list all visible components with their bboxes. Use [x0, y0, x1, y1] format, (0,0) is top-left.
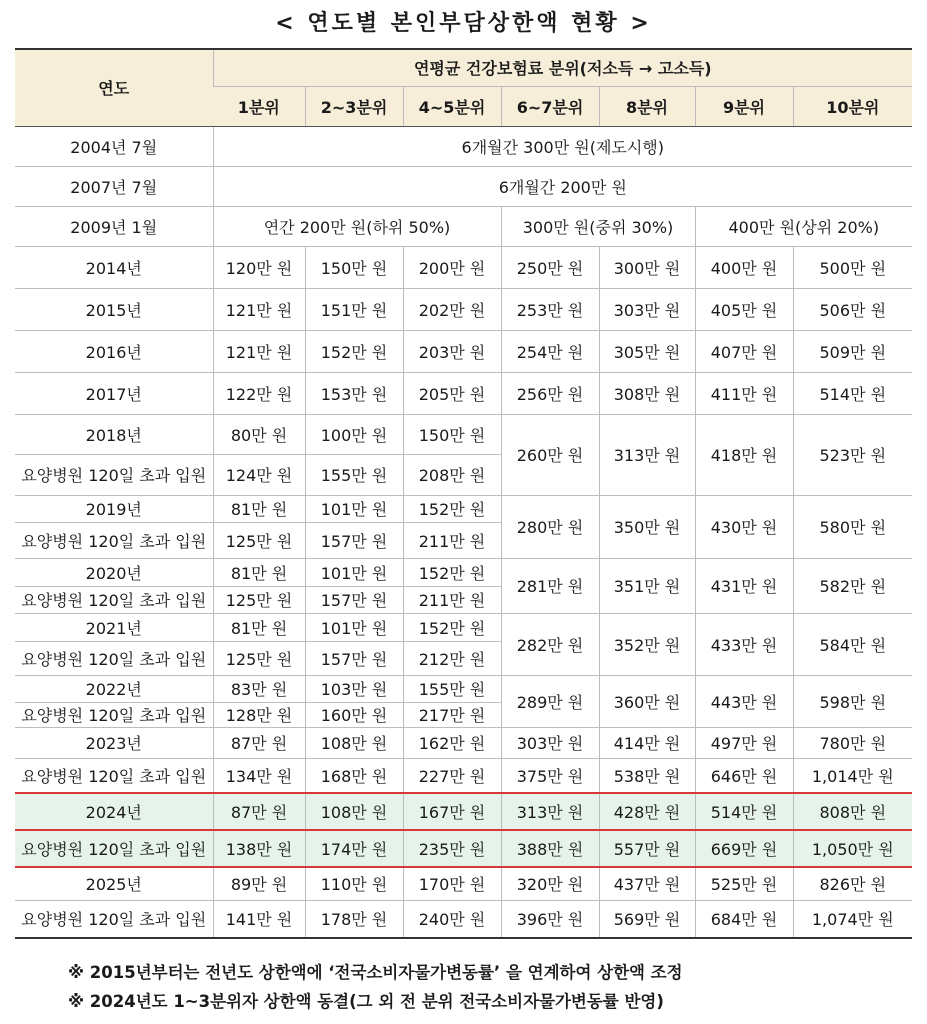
sub-label-cell: 요양병원 120일 초과 입원: [15, 900, 213, 938]
bracket-header: 4~5분위: [403, 86, 501, 126]
value-cell: 217만 원: [403, 702, 501, 727]
table-row: [15, 495, 912, 522]
value-cell: 134만 원: [213, 758, 305, 793]
year-cell: 2023년: [15, 727, 213, 758]
value-cell: 254만 원: [501, 330, 599, 372]
value-cell: 152만 원: [403, 495, 501, 522]
value-cell: 437만 원: [599, 867, 695, 900]
value-cell: 305만 원: [599, 330, 695, 372]
value-cell: 170만 원: [403, 867, 501, 900]
value-cell: 120만 원: [213, 246, 305, 288]
value-cell: 253만 원: [501, 288, 599, 330]
value-cell: 168만 원: [305, 758, 403, 793]
ceiling-table: [15, 48, 912, 939]
value-cell: 523만 원: [793, 414, 912, 495]
value-cell: 669만 원: [695, 830, 793, 867]
table-row: [15, 126, 912, 166]
table-row: [15, 727, 912, 758]
value-cell: 150만 원: [403, 414, 501, 454]
value-cell: 151만 원: [305, 288, 403, 330]
value-cell: 557만 원: [599, 830, 695, 867]
value-cell: 780만 원: [793, 727, 912, 758]
bracket-header: 9분위: [695, 86, 793, 126]
value-cell: 211만 원: [403, 522, 501, 558]
value-cell: 103만 원: [305, 675, 403, 702]
table-row: [15, 900, 912, 938]
year-cell: 2016년: [15, 330, 213, 372]
value-cell: 227만 원: [403, 758, 501, 793]
value-cell: 411만 원: [695, 372, 793, 414]
value-cell: 407만 원: [695, 330, 793, 372]
value-cell: 525만 원: [695, 867, 793, 900]
value-cell: 100만 원: [305, 414, 403, 454]
value-cell: 580만 원: [793, 495, 912, 558]
value-cell: 157만 원: [305, 586, 403, 613]
year-cell: 2024년: [15, 793, 213, 830]
value-cell: 101만 원: [305, 613, 403, 641]
value-cell: 351만 원: [599, 558, 695, 613]
year-cell: 2009년 1월: [15, 206, 213, 246]
value-cell: 125만 원: [213, 641, 305, 675]
sub-label-cell: 요양병원 120일 초과 입원: [15, 758, 213, 793]
value-cell: 110만 원: [305, 867, 403, 900]
value-cell: 260만 원: [501, 414, 599, 495]
value-cell: 121만 원: [213, 288, 305, 330]
value-cell: 300만 원(중위 30%): [501, 206, 695, 246]
value-cell: 428만 원: [599, 793, 695, 830]
value-cell: 205만 원: [403, 372, 501, 414]
value-cell: 360만 원: [599, 675, 695, 727]
value-cell: 514만 원: [793, 372, 912, 414]
table-row: [15, 206, 912, 246]
table-row: [15, 166, 912, 206]
value-cell: 125만 원: [213, 586, 305, 613]
value-cell: 313만 원: [501, 793, 599, 830]
value-cell: 81만 원: [213, 495, 305, 522]
year-cell: 2022년: [15, 675, 213, 702]
value-cell: 200만 원: [403, 246, 501, 288]
value-cell: 405만 원: [695, 288, 793, 330]
value-cell: 1,014만 원: [793, 758, 912, 793]
value-cell: 313만 원: [599, 414, 695, 495]
value-cell: 497만 원: [695, 727, 793, 758]
table-row: [15, 758, 912, 793]
value-cell: 375만 원: [501, 758, 599, 793]
value-cell: 240만 원: [403, 900, 501, 938]
value-cell: 83만 원: [213, 675, 305, 702]
value-cell: 256만 원: [501, 372, 599, 414]
value-cell: 350만 원: [599, 495, 695, 558]
table-row: [15, 793, 912, 830]
value-cell: 582만 원: [793, 558, 912, 613]
value-cell: 203만 원: [403, 330, 501, 372]
year-cell: 2004년 7월: [15, 126, 213, 166]
value-cell: 121만 원: [213, 330, 305, 372]
value-cell: 500만 원: [793, 246, 912, 288]
year-cell: 2017년: [15, 372, 213, 414]
bracket-header: 2~3분위: [305, 86, 403, 126]
value-cell: 400만 원: [695, 246, 793, 288]
value-cell: 141만 원: [213, 900, 305, 938]
value-cell: 212만 원: [403, 641, 501, 675]
value-cell: 282만 원: [501, 613, 599, 675]
value-cell: 388만 원: [501, 830, 599, 867]
value-cell: 81만 원: [213, 558, 305, 586]
value-cell: 162만 원: [403, 727, 501, 758]
value-cell: 155만 원: [403, 675, 501, 702]
table-row: [15, 372, 912, 414]
year-column-header: 연도: [15, 49, 213, 126]
sub-label-cell: 요양병원 120일 초과 입원: [15, 522, 213, 558]
value-cell: 108만 원: [305, 727, 403, 758]
value-cell: 303만 원: [501, 727, 599, 758]
value-cell: 506만 원: [793, 288, 912, 330]
value-cell: 684만 원: [695, 900, 793, 938]
value-cell: 584만 원: [793, 613, 912, 675]
value-cell: 80만 원: [213, 414, 305, 454]
value-cell: 320만 원: [501, 867, 599, 900]
value-cell: 569만 원: [599, 900, 695, 938]
value-cell: 153만 원: [305, 372, 403, 414]
value-cell: 400만 원(상위 20%): [695, 206, 912, 246]
value-cell: 414만 원: [599, 727, 695, 758]
value-cell: 202만 원: [403, 288, 501, 330]
value-cell: 6개월간 300만 원(제도시행): [213, 126, 912, 166]
value-cell: 431만 원: [695, 558, 793, 613]
value-cell: 303만 원: [599, 288, 695, 330]
year-cell: 2018년: [15, 414, 213, 454]
value-cell: 160만 원: [305, 702, 403, 727]
sub-label-cell: 요양병원 120일 초과 입원: [15, 454, 213, 495]
value-cell: 235만 원: [403, 830, 501, 867]
value-cell: 300만 원: [599, 246, 695, 288]
value-cell: 128만 원: [213, 702, 305, 727]
value-cell: 826만 원: [793, 867, 912, 900]
footnote: ※ 2015년부터는 전년도 상한액에 ‘전국소비자물가변동률’ 을 연계하여 상한액 조정: [68, 963, 683, 982]
value-cell: 443만 원: [695, 675, 793, 727]
value-cell: 152만 원: [403, 558, 501, 586]
value-cell: 430만 원: [695, 495, 793, 558]
value-cell: 646만 원: [695, 758, 793, 793]
value-cell: 178만 원: [305, 900, 403, 938]
table-row: [15, 613, 912, 641]
value-cell: 89만 원: [213, 867, 305, 900]
table-row: [15, 830, 912, 867]
value-cell: 157만 원: [305, 522, 403, 558]
bracket-header: 1분위: [213, 86, 305, 126]
value-cell: 418만 원: [695, 414, 793, 495]
value-cell: 6개월간 200만 원: [213, 166, 912, 206]
sub-label-cell: 요양병원 120일 초과 입원: [15, 702, 213, 727]
table-row: [15, 675, 912, 702]
year-cell: 2025년: [15, 867, 213, 900]
value-cell: 87만 원: [213, 727, 305, 758]
year-cell: 2021년: [15, 613, 213, 641]
year-cell: 2020년: [15, 558, 213, 586]
value-cell: 101만 원: [305, 495, 403, 522]
value-cell: 281만 원: [501, 558, 599, 613]
value-cell: 174만 원: [305, 830, 403, 867]
sub-label-cell: 요양병원 120일 초과 입원: [15, 830, 213, 867]
value-cell: 124만 원: [213, 454, 305, 495]
value-cell: 211만 원: [403, 586, 501, 613]
value-cell: 396만 원: [501, 900, 599, 938]
value-cell: 연간 200만 원(하위 50%): [213, 206, 501, 246]
value-cell: 152만 원: [305, 330, 403, 372]
table-row: [15, 288, 912, 330]
bracket-header: 10분위: [793, 86, 912, 126]
year-cell: 2007년 7월: [15, 166, 213, 206]
value-cell: 352만 원: [599, 613, 695, 675]
value-cell: 538만 원: [599, 758, 695, 793]
value-cell: 101만 원: [305, 558, 403, 586]
value-cell: 152만 원: [403, 613, 501, 641]
value-cell: 167만 원: [403, 793, 501, 830]
value-cell: 208만 원: [403, 454, 501, 495]
value-cell: 1,050만 원: [793, 830, 912, 867]
value-cell: 509만 원: [793, 330, 912, 372]
value-cell: 280만 원: [501, 495, 599, 558]
table-row: [15, 246, 912, 288]
value-cell: 157만 원: [305, 641, 403, 675]
value-cell: 138만 원: [213, 830, 305, 867]
value-cell: 150만 원: [305, 246, 403, 288]
value-cell: 122만 원: [213, 372, 305, 414]
sub-label-cell: 요양병원 120일 초과 입원: [15, 586, 213, 613]
value-cell: 125만 원: [213, 522, 305, 558]
value-cell: 308만 원: [599, 372, 695, 414]
value-cell: 514만 원: [695, 793, 793, 830]
value-cell: 250만 원: [501, 246, 599, 288]
page-title: < 연도별 본인부담상한액 현황 >: [275, 11, 652, 36]
value-cell: 433만 원: [695, 613, 793, 675]
value-cell: 1,074만 원: [793, 900, 912, 938]
table-row: [15, 867, 912, 900]
year-cell: 2015년: [15, 288, 213, 330]
bracket-header: 8분위: [599, 86, 695, 126]
value-cell: 87만 원: [213, 793, 305, 830]
year-cell: 2014년: [15, 246, 213, 288]
year-cell: 2019년: [15, 495, 213, 522]
value-cell: 108만 원: [305, 793, 403, 830]
value-cell: 155만 원: [305, 454, 403, 495]
bracket-group-header: 연평균 건강보험료 분위(저소득 → 고소득): [213, 49, 912, 86]
footnote: ※ 2024년도 1~3분위자 상한액 동결(그 외 전 분위 전국소비자물가변동률 반영): [68, 992, 664, 1011]
table-row: [15, 558, 912, 586]
table-row: [15, 330, 912, 372]
value-cell: 808만 원: [793, 793, 912, 830]
bracket-header: 6~7분위: [501, 86, 599, 126]
value-cell: 598만 원: [793, 675, 912, 727]
table-row: [15, 414, 912, 454]
value-cell: 81만 원: [213, 613, 305, 641]
value-cell: 289만 원: [501, 675, 599, 727]
footnotes: [68, 958, 683, 1016]
sub-label-cell: 요양병원 120일 초과 입원: [15, 641, 213, 675]
